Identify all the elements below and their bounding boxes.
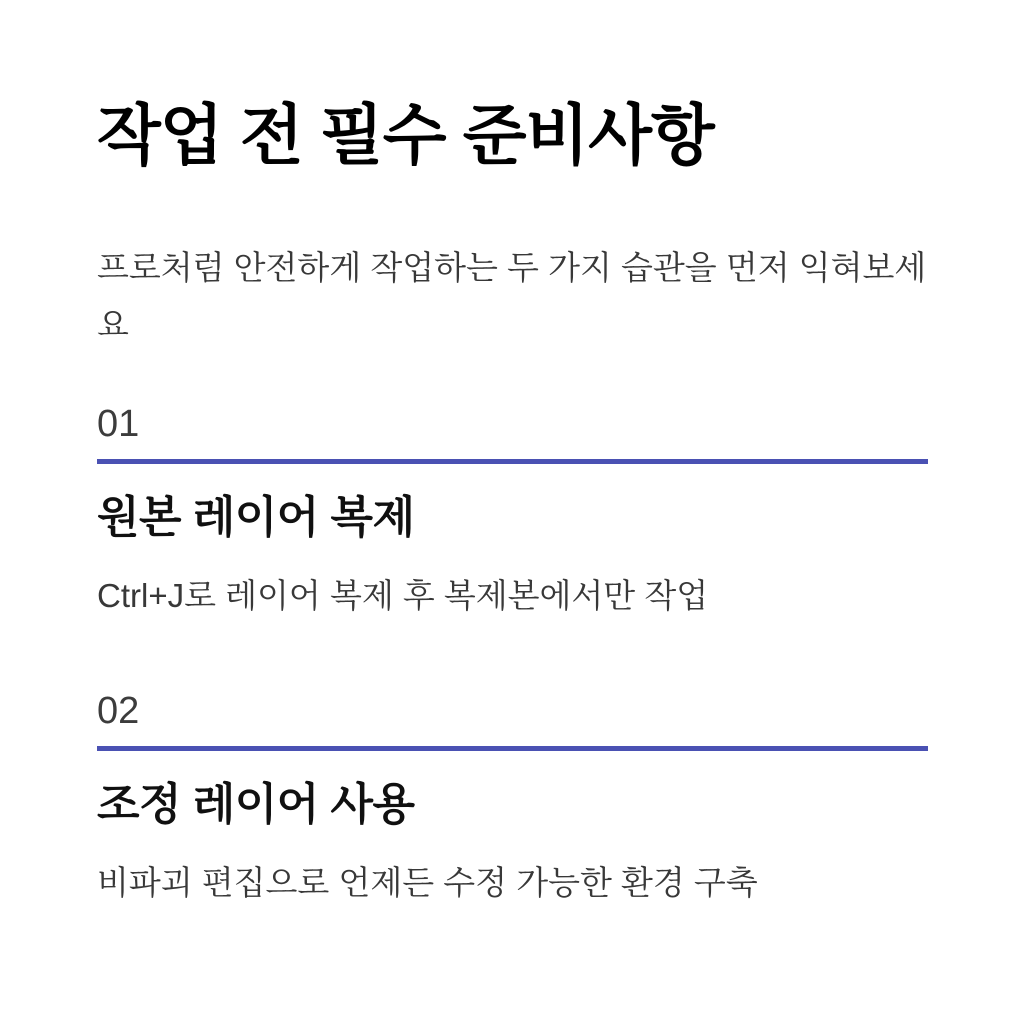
- page-subtitle: 프로처럼 안전하게 작업하는 두 가지 습관을 먼저 익혀보세요: [97, 248, 927, 343]
- section-divider: [97, 459, 928, 464]
- section-02: [97, 690, 928, 905]
- section-divider: [97, 746, 928, 751]
- section-heading: 원본 레이어 복제: [97, 493, 415, 543]
- section-number: 01: [97, 402, 140, 445]
- section-heading: 조정 레이어 사용: [97, 780, 415, 830]
- section-description: 비파괴 편집으로 언제든 수정 가능한 환경 구축: [97, 863, 758, 901]
- section-description: Ctrl+J로 레이어 복제 후 복제본에서만 작업: [97, 576, 709, 614]
- section-01: [97, 403, 928, 618]
- section-number: 02: [97, 689, 140, 732]
- page-title: 작업 전 필수 준비사항: [97, 98, 714, 172]
